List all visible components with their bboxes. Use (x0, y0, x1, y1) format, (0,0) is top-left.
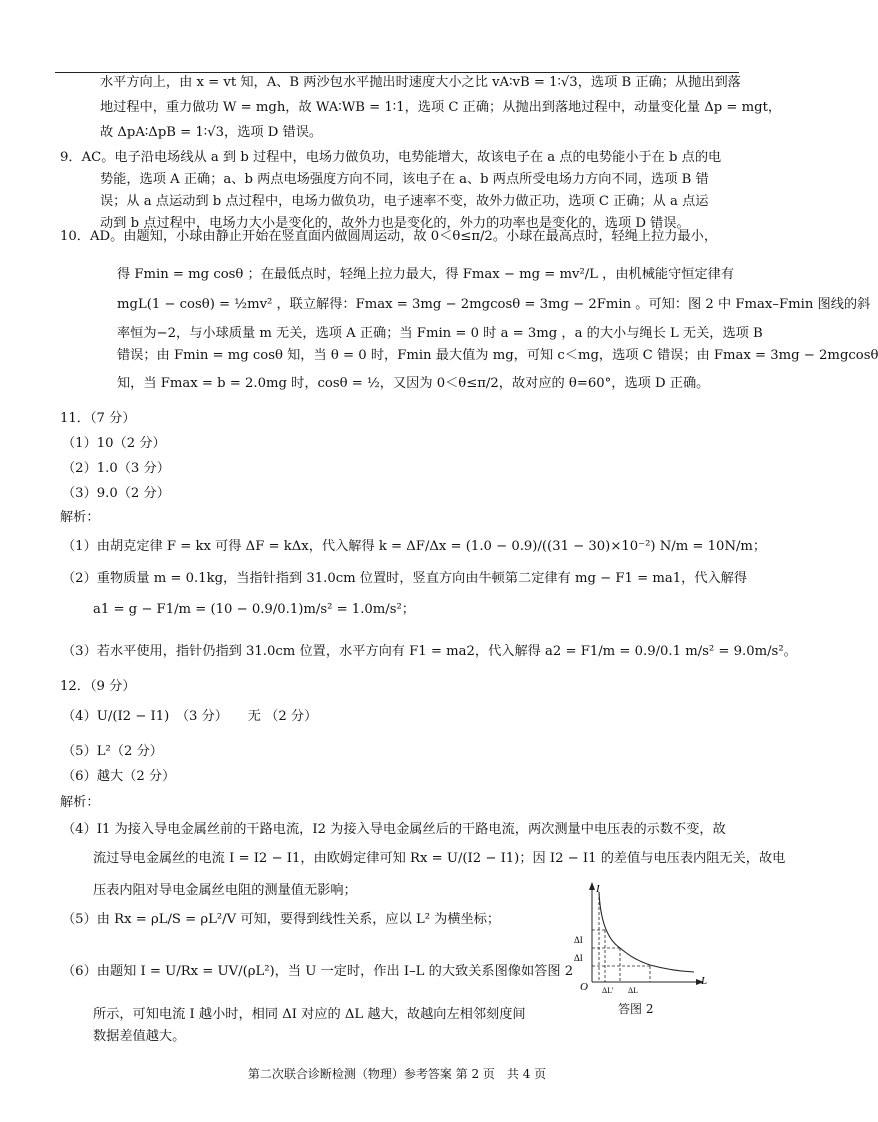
delta-l-label: ΔL' (602, 986, 614, 995)
x-axis-label: L (701, 975, 708, 987)
text-line: mgL(1 − cosθ) = ½mv² ，联立解得：Fmax = 3mg − 2mgcosθ = 3mg − 2Fmin 。可知：图 2 中 Fmax–Fmin 图线的斜 (117, 297, 871, 312)
delta-i-label: ΔI (574, 935, 583, 945)
text-line: 得 Fmin = mg cosθ ；在最低点时，轻绳上拉力最大，得 Fmax − mg = mv²/L ，由机械能守恒定律有 (117, 267, 735, 282)
text-line: 势能，选项 A 正确；a、b 两点电场强度方向不同，该电子在 a、b 两点所受电场力方向不同，选项 B 错 (100, 172, 709, 187)
text-line: （1）由胡克定律 F = kx 可得 ΔF = kΔx，代入解得 k = ΔF/Δx = (1.0 − 0.9)/((31 − 30)×10⁻²) N/m = 10N/m； (62, 539, 767, 554)
answer-figure-2 (568, 880, 718, 1020)
header-rule (55, 72, 739, 73)
text-line: （2）重物质量 m = 0.1kg，当指针指到 31.0cm 位置时，竖直方向由牛顿第二定律有 mg − F1 = ma1，代入解得 (62, 571, 748, 586)
text-line: （3）9.0（2 分） (62, 486, 170, 501)
text-line: （3）若水平使用，指针仍指到 31.0cm 位置，水平方向有 F1 = ma2，代入解得 a2 = F1/m = 0.9/0.1 m/s² = 9.0m/s²。 (62, 644, 797, 659)
text-line: 故 ΔpA∶ΔpB = 1∶√3，选项 D 错误。 (100, 125, 323, 140)
text-line: 知，当 Fmax = b = 2.0mg 时，cosθ = ½，又因为 0＜θ≤π/2，故对应的 θ=60°，选项 D 正确。 (117, 376, 710, 391)
text-line: 压表内阻对导电金属丝电阻的测量值无影响； (93, 883, 357, 898)
text-line: 率恒为−2，与小球质量 m 无关，选项 A 正确；当 Fmin = 0 时 a = 3mg ，a 的大小与绳长 L 无关，选项 B (117, 326, 763, 341)
text-line: （6）越大（2 分） (62, 769, 176, 784)
page-footer: 第二次联合诊断检测（物理）参考答案 第 2 页 共 4 页 (247, 1067, 547, 1081)
delta-i-label: ΔI (574, 953, 583, 963)
text-line: 解析： (60, 510, 100, 525)
text-line: （6）由题知 I = U/Rx = UV/(ρL²)，当 U 一定时，作出 I–L 的大致关系图像如答图 2 (62, 964, 574, 979)
i-l-graph (568, 880, 718, 1020)
text-line: （4）I1 为接入导电金属丝前的干路电流，I2 为接入导电金属丝后的干路电流，两次测量中电压表的示数不变，故 (62, 822, 726, 837)
text-line: 所示，可知电流 I 越小时，相同 ΔI 对应的 ΔL 越大，故越向左相邻刻度间 (93, 1007, 526, 1022)
y-axis-arrow-icon (589, 882, 595, 890)
text-line: a1 = g − F1/m = (10 − 0.9/0.1)m/s² = 1.0m/s²； (93, 602, 415, 617)
origin-label: O (580, 981, 588, 993)
text-line: 解析： (60, 795, 100, 810)
text-line: 地过程中，重力做功 W = mgh，故 WA∶WB = 1∶1，选项 C 正确；从抛出到落地过程中，动量变化量 Δp = mgt， (100, 100, 782, 115)
text-line: 错误；由 Fmin = mg cosθ 知，当 θ = 0 时，Fmin 最大值为 mg，可知 c＜mg，选项 C 错误；由 Fmax = 3mg − 2mgcosθ (117, 348, 878, 363)
text-line: 10．AD。由题知，小球由静止开始在竖直面内做圆周运动，故 0＜θ≤π/2。小球在最高点时，轻绳上拉力最小， (60, 229, 718, 244)
figure-caption: 答图 2 (618, 1002, 654, 1016)
text-line: （2）1.0（3 分） (62, 461, 170, 476)
text-line: （5）由 Rx = ρL/S = ρL²/V 可知，要得到线性关系，应以 L² 为横坐标； (62, 912, 501, 927)
text-line: 水平方向上，由 x = vt 知，A、B 两沙包水平抛出时速度大小之比 vA∶vB = 1∶√3，选项 B 正确；从抛出到落 (100, 75, 741, 90)
delta-l-label: ΔL (628, 986, 639, 995)
i-l-curve (599, 892, 694, 972)
text-line: 9．AC。电子沿电场线从 a 到 b 过程中，电场力做负功，电势能增大，故该电子在 a 点的电势能小于在 b 点的电 (60, 150, 722, 165)
text-line: （4）U/(I2 − I1) （3 分） 无 （2 分） (62, 709, 318, 724)
text-line: 流过导电金属丝的电流 I = I2 − I1，由欧姆定律可知 Rx = U/(I2 − I1)；因 I2 − I1 的差值与电压表内阻无关，故电 (93, 851, 786, 866)
text-line: 11．（7 分） (60, 411, 136, 426)
text-line: 误；从 a 点运动到 b 点过程中，电场力做负功，电子速率不变，故外力做正功，选项 C 正确；从 a 点运 (100, 194, 709, 209)
text-line: 数据差值越大。 (93, 1029, 186, 1044)
text-line: （1）10（2 分） (62, 436, 166, 451)
text-line: 12．（9 分） (60, 679, 136, 694)
text-line: （5）L²（2 分） (62, 744, 163, 759)
y-axis-label: I (596, 883, 600, 895)
text-line: 动到 b 点过程中，电场力大小是变化的，故外力也是变化的，外力的功率也是变化的，选项 D 错误。 (100, 216, 690, 231)
